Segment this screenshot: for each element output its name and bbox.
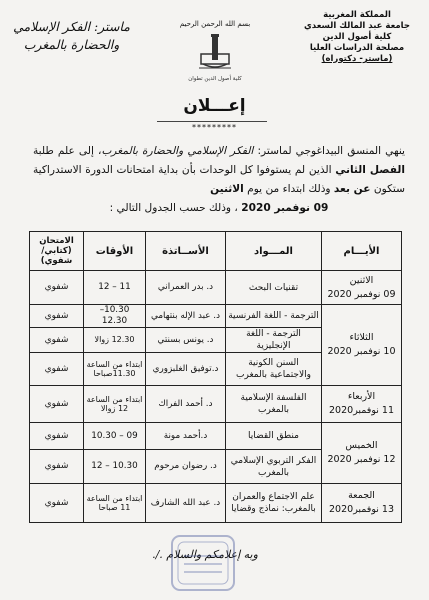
start-day: الاثنين [210,183,244,195]
time-cell: 10.30– 12.30 [84,305,146,328]
table-row [30,386,402,423]
subject-cell: الترجمة - اللغة الفرنسية [226,305,322,328]
professor-cell: د.أحمد مونة [146,423,226,450]
subject-cell: الترجمة - اللغة الإنجليزية [226,328,322,353]
exam-mode-cell: شفوي [30,305,84,328]
professor-cell: د. عبد الإله بنتهامي [146,305,226,328]
table-row [30,305,402,328]
faculty-emblem-block [175,20,255,83]
day-date: 13 نوفمبر2020 [329,504,394,515]
day-name: الخميس [345,440,378,451]
announcement-paragraph [33,142,405,218]
master-program-title [4,18,139,54]
table-header-row [30,232,402,271]
day-name: الاثنين [349,274,374,286]
day-cell-monday [322,271,402,305]
exam-mode-cell: شفوي [30,386,84,423]
table-row [30,423,402,450]
faculty-logo-icon [193,32,237,76]
para-text-5: ، وذلك حسب الجدول التالي : [109,202,242,214]
subject-cell: الفكر التربوي الإسلامي بالمغرب [226,450,322,484]
header-exam-type: الامتحان (كتابي/ شفوي) [30,232,84,271]
header-line-faculty: كلية أصول الدين [322,32,392,42]
header-times: الأوقات [84,232,146,271]
subject-cell: تقنيات البحث [226,271,322,305]
exam-schedule-table [29,231,402,523]
subject-cell: علم الاجتماع والعمران بالمغرب: نماذج وقضايا [226,484,322,523]
exam-mode-cell: شفوي [30,271,84,305]
time-cell: 12.30 زوالا [84,328,146,353]
table-row [30,484,402,523]
professor-cell: د.توفيق الغلبزوري [146,353,226,386]
day-date: 11 نوفمبر2020 [329,405,394,416]
time-cell: ابتداء من الساعة 11.30صباحا [84,353,146,386]
title-underline [157,121,267,122]
logo-caption: كلية أصول الدين تطوان [188,76,242,82]
para-text-1: ينهي المنسق البيداغوجي لماستر: [253,145,405,157]
professor-cell: د. أحمد الفراك [146,386,226,423]
day-name: الجمعة [348,490,375,501]
day-name: الثلاثاء [349,332,374,343]
day-name: الأربعاء [347,391,376,402]
header-subjects: المـــواد [226,232,322,271]
time-cell: 09 – 10.30 [84,423,146,450]
time-cell: ابتداء من الساعة 12 زوالا [84,386,146,423]
para-text-3: الذين لم يستوفوا كل الوحدات بأن بداية امتحانات الدورة الاستدراكية ستكون [33,164,405,195]
header-line-cycle: (ماستر- دكتوراه) [321,54,393,64]
page-title: إعـــلان [183,96,246,116]
exam-mode-cell: شفوي [30,353,84,386]
semester-name: الفصل الثاني [335,164,405,176]
header-days: الأيـــام [322,232,402,271]
header-line-kingdom: المملكة المغربية [323,10,391,20]
professor-cell: د. رضوان مرحوم [146,450,226,484]
day-cell-wednesday [322,386,402,423]
day-date: 09 نوفمبر 2020 [327,288,396,300]
exam-mode-cell: شفوي [30,328,84,353]
program-line-1: ماستر: الفكر الإسلامي [13,19,130,34]
remote-mode: عن بعد [333,183,371,195]
professor-cell: د. يونس بسنتي [146,328,226,353]
header-line-service: مصلحة الدراسات العليا [309,43,405,53]
para-text-2: ، إلى علم طلبة [33,145,102,157]
header-professors: الأســاتذة [146,232,226,271]
subject-cell: الفلسفة الإسلامية بالمغرب [226,386,322,423]
day-cell-thursday [322,423,402,484]
basmala: بسم الله الرحمن الرحيم [179,20,251,28]
exam-mode-cell: شفوي [30,484,84,523]
closing-line: وبه إعلامكم والسلام ./. [152,548,258,561]
start-date: 09 نوفمبر 2020 [241,202,329,214]
day-date: 12 نوفمبر 2020 [327,454,396,465]
professor-cell: د. بدر العمراني [146,271,226,305]
program-line-2: والحضارة بالمغرب [23,37,120,52]
institution-header [297,10,417,65]
time-cell: 10.30 – 12 [84,450,146,484]
subject-cell: السنن الكونية والاجتماعية بالمغرب [226,353,322,386]
time-cell: 11 – 12 [84,271,146,305]
day-date: 10 نوفمبر 2020 [327,346,396,357]
para-text-4: وذلك ابتداء من يوم [243,183,334,195]
official-stamp-icon [168,532,238,594]
subject-cell: منطق القضايا [226,423,322,450]
program-name: الفكر الإسلامي والحضارة بالمغرب [101,145,254,157]
day-cell-friday [322,484,402,523]
title-stars: ********* [192,123,237,132]
professor-cell: د. عبد الله الشارف [146,484,226,523]
time-cell: ابتداء من الساعة 11 صباحا [84,484,146,523]
day-cell-tuesday [322,305,402,386]
header-line-university: جامعة عبد المالك السعدي [304,21,410,31]
table-row [30,271,402,305]
start-date-line [33,199,405,218]
exam-mode-cell: شفوي [30,450,84,484]
exam-mode-cell: شفوي [30,423,84,450]
